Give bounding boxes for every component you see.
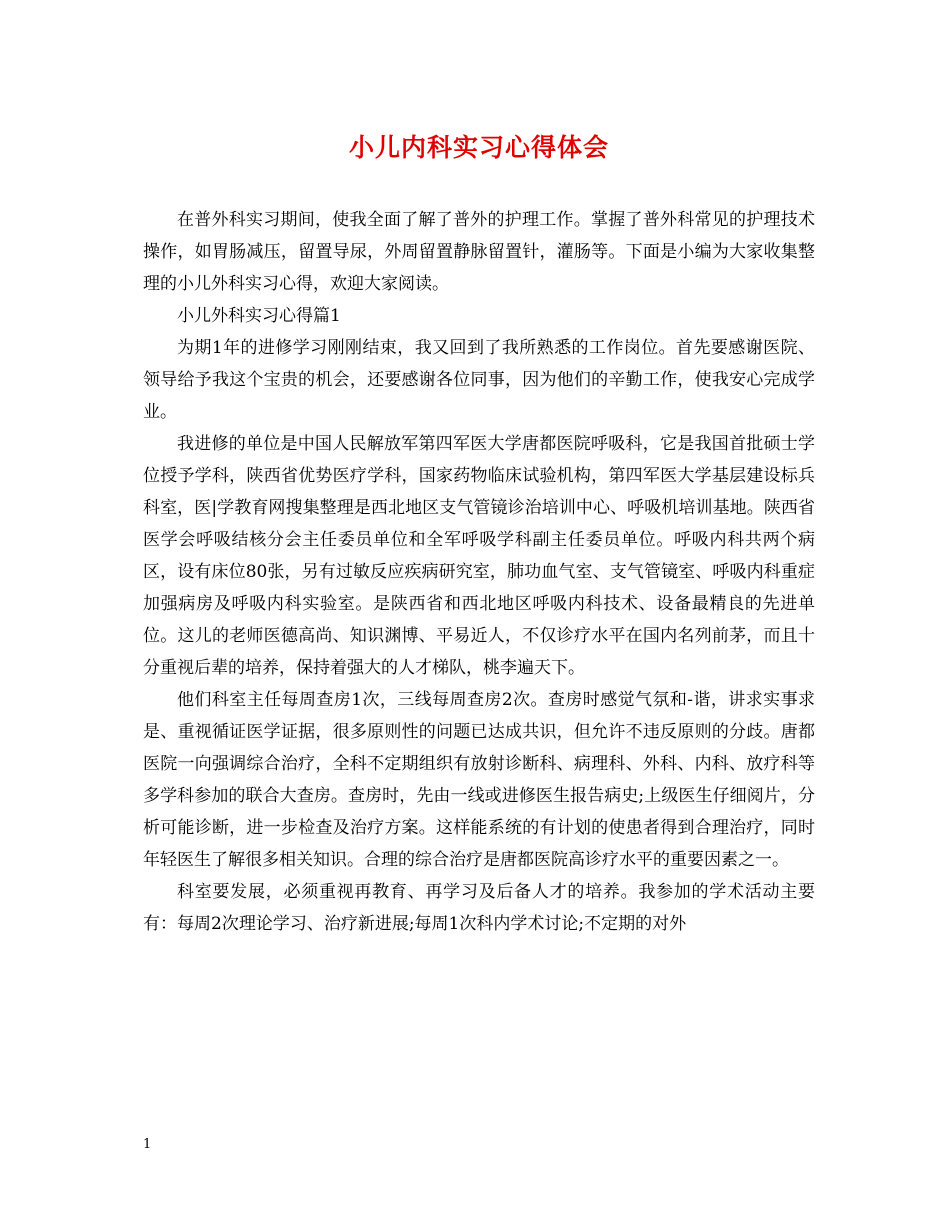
body-paragraph: 他们科室主任每周查房1次，三线每周查房2次。查房时感觉气氛和-谐，讲求实事求是、重视循证医学证据，很多原则性的问题已达成共识，但允许不违反原则的分歧。唐都医院一向强调综合治疗，全科不定期组织有放射诊断科、病理科、外科、内科、放疗科等多学科参加的联合大查房。查房时，先由一线或进修医生报告病史;上级医生仔细阅片，分析可能诊断，进一步检查及治疗方案。这样能系统的有计划的使患者得到合理治疗，同时年轻医生了解很多相关知识。合理的综合治疗是唐都医院高诊疗水平的重要因素之一。: [143, 690, 815, 870]
section-heading: 小儿外科实习心得篇1: [177, 306, 341, 326]
body-paragraph: 科室要发展，必须重视再教育、再学习及后备人才的培养。我参加的学术活动主要有：每周2次理论学习、治疗新进展;每周1次科内学术讨论;不定期的对外: [143, 882, 815, 934]
body-paragraph: 为期1年的进修学习刚刚结束，我又回到了我所熟悉的工作岗位。首先要感谢医院、领导给予我这个宝贵的机会，还要感谢各位同事，因为他们的辛勤工作，使我安心完成学业。: [143, 338, 815, 422]
intro-paragraph: 在普外科实习期间，使我全面了解了普外的护理工作。掌握了普外科常见的护理技术操作，如胃肠减压，留置导尿，外周留置静脉留置针，灌肠等。下面是小编为大家收集整理的小儿外科实习心得，欢迎大家阅读。: [143, 210, 815, 294]
body-paragraph: 我进修的单位是中国人民解放军第四军医大学唐都医院呼吸科，它是我国首批硕士学位授予学科，陕西省优势医疗学科，国家药物临床试验机构，第四军医大学基层建设标兵科室，医|学教育网搜集整理是西北地区支气管镜诊治培训中心、呼吸机培训基地。陕西省医学会呼吸结核分会主任委员单位和全军呼吸学科副主任委员单位。呼吸内科共两个病区，设有床位80张，另有过敏反应疾病研究室，肺功血气室、支气管镜室、呼吸内科重症加强病房及呼吸内科实验室。是陕西省和西北地区呼吸内科技术、设备最精良的先进单位。这儿的老师医德高尚、知识渊博、平易近人，不仅诊疗水平在国内名列前茅，而且十分重视后辈的培养，保持着强大的人才梯队，桃李遍天下。: [143, 434, 815, 678]
document-title: 小儿内科实习心得体会: [348, 133, 609, 162]
page-number: 1: [143, 1137, 152, 1152]
